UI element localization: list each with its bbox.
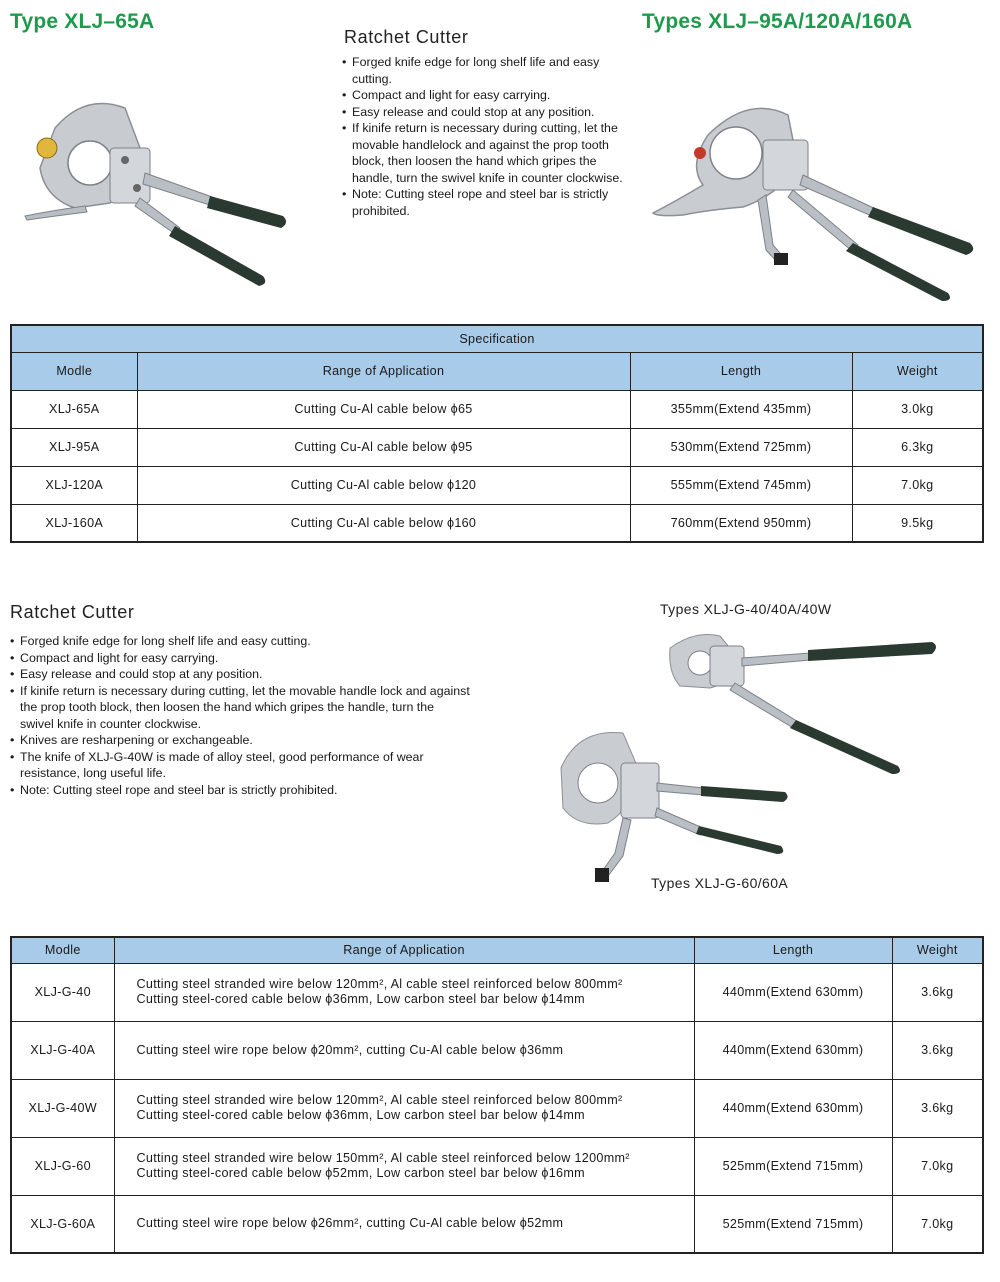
length-cell: 440mm(Extend 630mm) xyxy=(694,1021,892,1079)
table-row xyxy=(11,390,983,428)
length-cell: 530mm(Extend 725mm) xyxy=(630,428,852,466)
model-cell: XLJ-G-40 xyxy=(11,963,114,1021)
table-row xyxy=(11,1137,983,1195)
table-row xyxy=(11,504,983,542)
bottom-feature-item: • Compact and light for easy carrying. xyxy=(10,650,470,667)
top-feature-list xyxy=(342,54,632,219)
column-header-length: Length xyxy=(694,937,892,963)
top-section-heading: Ratchet Cutter xyxy=(344,27,469,47)
length-cell: 555mm(Extend 745mm) xyxy=(630,466,852,504)
range-cell xyxy=(114,1195,694,1253)
model-cell: XLJ-160A xyxy=(11,504,137,542)
bottom-feature-item: • Knives are resharpening or exchangeable. xyxy=(10,732,470,749)
top-feature-item: • Compact and light for easy carrying. xyxy=(342,87,632,104)
column-header-range: Range of Application xyxy=(137,352,630,390)
weight-cell: 7.0kg xyxy=(852,466,983,504)
length-cell: 440mm(Extend 630mm) xyxy=(694,963,892,1021)
xlj-65a-cutter-image xyxy=(15,88,295,293)
bottom-section-heading: Ratchet Cutter xyxy=(10,602,135,622)
top-feature-item: • If kinife return is necessary during cutting, let the movable handlelock and against the prop tooth block, then loosen the hand which gripes the handle, turn the swivel knife in counter clockwise. xyxy=(342,120,632,186)
type-xlj-65a-title: Type XLJ–65A xyxy=(10,10,155,33)
weight-cell: 3.6kg xyxy=(892,1021,983,1079)
model-cell: XLJ-G-40W xyxy=(11,1079,114,1137)
range-cell xyxy=(114,1137,694,1195)
types-xlj-g-40-caption: Types XLJ-G-40/40A/40W xyxy=(660,601,832,617)
range-line: Cutting steel wire rope below ϕ26mm², cutting Cu-Al cable below ϕ52mm xyxy=(136,1216,564,1231)
g-series-table xyxy=(10,936,984,1254)
model-cell: XLJ-G-40A xyxy=(11,1021,114,1079)
table-row xyxy=(11,1079,983,1137)
column-header-weight: Weight xyxy=(852,352,983,390)
weight-cell: 6.3kg xyxy=(852,428,983,466)
range-cell: Cutting Cu-Al cable below ϕ65 xyxy=(137,390,630,428)
top-feature-item: • Note: Cutting steel rope and steel bar is strictly prohibited. xyxy=(342,186,632,219)
range-line: Cutting steel stranded wire below 120mm², Al cable steel reinforced below 800mm² xyxy=(136,1093,623,1107)
bottom-feature-item: • Easy release and could stop at any position. xyxy=(10,666,470,683)
table-row xyxy=(11,963,983,1021)
length-cell: 760mm(Extend 950mm) xyxy=(630,504,852,542)
model-cell: XLJ-G-60 xyxy=(11,1137,114,1195)
column-header-weight: Weight xyxy=(892,937,983,963)
bottom-feature-item: • Forged knife edge for long shelf life and easy cutting. xyxy=(10,633,470,650)
range-line: Cutting steel stranded wire below 120mm², Al cable steel reinforced below 800mm² xyxy=(136,977,623,991)
model-cell: XLJ-65A xyxy=(11,390,137,428)
column-header-model: Modle xyxy=(11,937,114,963)
bottom-feature-list xyxy=(10,633,470,798)
model-cell: XLJ-95A xyxy=(11,428,137,466)
types-xlj-95a-title: Types XLJ–95A/120A/160A xyxy=(642,10,913,33)
range-cell: Cutting Cu-Al cable below ϕ95 xyxy=(137,428,630,466)
column-header-model: Modle xyxy=(11,352,137,390)
model-cell: XLJ-G-60A xyxy=(11,1195,114,1253)
length-cell: 525mm(Extend 715mm) xyxy=(694,1137,892,1195)
weight-cell: 7.0kg xyxy=(892,1137,983,1195)
column-header-range: Range of Application xyxy=(114,937,694,963)
top-feature-item: • Forged knife edge for long shelf life and easy cutting. xyxy=(342,54,632,87)
table-row xyxy=(11,466,983,504)
weight-cell: 3.6kg xyxy=(892,963,983,1021)
weight-cell: 3.6kg xyxy=(892,1079,983,1137)
range-cell xyxy=(114,1021,694,1079)
range-line: Cutting steel-cored cable below ϕ36mm, Low carbon steel bar below ϕ14mm xyxy=(136,992,585,1006)
length-cell: 525mm(Extend 715mm) xyxy=(694,1195,892,1253)
model-cell: XLJ-120A xyxy=(11,466,137,504)
bottom-feature-item: • If kinife return is necessary during cutting, let the movable handle lock and against the prop tooth block, then loosen the hand which gripes the handle, turn the swivel knife in counter clockwise. xyxy=(10,683,470,733)
range-line: Cutting steel-cored cable below ϕ52mm, Low carbon steel bar below ϕ16mm xyxy=(136,1166,585,1180)
range-cell: Cutting Cu-Al cable below ϕ160 xyxy=(137,504,630,542)
weight-cell: 3.0kg xyxy=(852,390,983,428)
top-feature-item: • Easy release and could stop at any position. xyxy=(342,104,632,121)
table-row xyxy=(11,1195,983,1253)
xlj-g-60-cutter-image xyxy=(553,728,793,888)
specification-caption: Specification xyxy=(11,325,983,352)
table-row xyxy=(11,1021,983,1079)
types-xlj-g-60-caption: Types XLJ-G-60/60A xyxy=(651,875,789,891)
table-row xyxy=(11,428,983,466)
length-cell: 440mm(Extend 630mm) xyxy=(694,1079,892,1137)
length-cell: 355mm(Extend 435mm) xyxy=(630,390,852,428)
xlj-95a-cutter-image xyxy=(648,95,978,305)
range-line: Cutting steel wire rope below ϕ20mm², cutting Cu-Al cable below ϕ36mm xyxy=(136,1042,564,1057)
range-cell: Cutting Cu-Al cable below ϕ120 xyxy=(137,466,630,504)
range-cell xyxy=(114,1079,694,1137)
bottom-feature-item: • The knife of XLJ-G-40W is made of alloy steel, good performance of wear resistance, long useful life. xyxy=(10,749,470,782)
range-line: Cutting steel stranded wire below 150mm², Al cable steel reinforced below 1200mm² xyxy=(136,1151,630,1165)
weight-cell: 9.5kg xyxy=(852,504,983,542)
column-header-length: Length xyxy=(630,352,852,390)
range-line: Cutting steel-cored cable below ϕ36mm, Low carbon steel bar below ϕ14mm xyxy=(136,1108,585,1122)
range-cell xyxy=(114,963,694,1021)
bottom-feature-item: • Note: Cutting steel rope and steel bar is strictly prohibited. xyxy=(10,782,470,799)
specification-table xyxy=(10,324,984,543)
weight-cell: 7.0kg xyxy=(892,1195,983,1253)
